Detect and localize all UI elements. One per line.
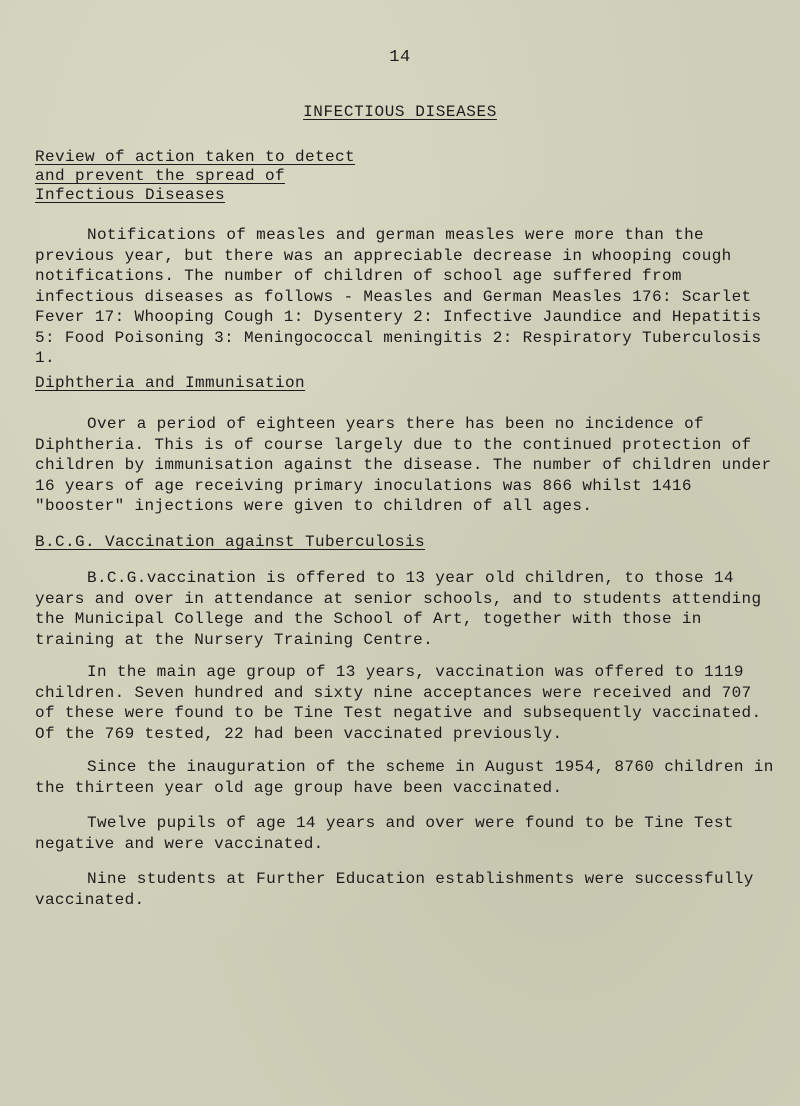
review-heading-line-3: Infectious Diseases [35,186,226,204]
bcg-paragraph-5: Nine students at Further Education establishments were successfully vaccinated. [35,870,754,909]
review-heading-line-2: and prevent the spread of [35,167,286,185]
review-paragraph: Notifications of measles and german measles were more than the previous year, but there was an appreciable decrease in whooping cough notifications. The number of children of school age suffered from infectious diseases as follows - Measles and German Measles 176: Scarlet Fever 17: Whooping Cough 1: Dysentery 2: Infective Jaundice and Hepatitis 5: Food Poisoning 3: Meningococcal meningitis 2: Respiratory Tuberculosis 1. [35,226,762,367]
diphtheria-paragraph: Over a period of eighteen years there has been no incidence of Diphtheria. This is of course largely due to the continued protection of children by immunisation against the disease. The number of children under 16 years of age receiving primary inoculations was 866 whilst 1416 "booster" injections were given to children of all ages. [35,415,772,515]
bcg-paragraph-2: In the main age group of 13 years, vaccination was offered to 1119 children. Seven hundred and sixty nine acceptances were received and 707 of these were found to be Tine Test negative and subsequently vaccinated. Of the 769 tested, 22 had been vaccinated previously. [35,663,762,743]
review-heading-line-1: Review of action taken to detect [35,148,356,166]
diphtheria-heading: Diphtheria and Immunisation [35,374,306,392]
bcg-heading: B.C.G. Vaccination against Tuberculosis [35,533,426,551]
page-title [0,103,800,121]
page-title-text: INFECTIOUS DISEASES [303,103,497,121]
bcg-paragraph-1: B.C.G.vaccination is offered to 13 year old children, to those 14 years and over in attendance at senior schools, and to students attending the Municipal College and the School of Art, together with those in training at the Nursery Training Centre. [35,569,762,649]
bcg-paragraph-3: Since the inauguration of the scheme in August 1954, 8760 children in the thirteen year old age group have been vaccinated. [35,758,774,797]
page-number: 14 [389,48,411,67]
bcg-paragraph-4: Twelve pupils of age 14 years and over were found to be Tine Test negative and were vaccinated. [35,814,734,853]
